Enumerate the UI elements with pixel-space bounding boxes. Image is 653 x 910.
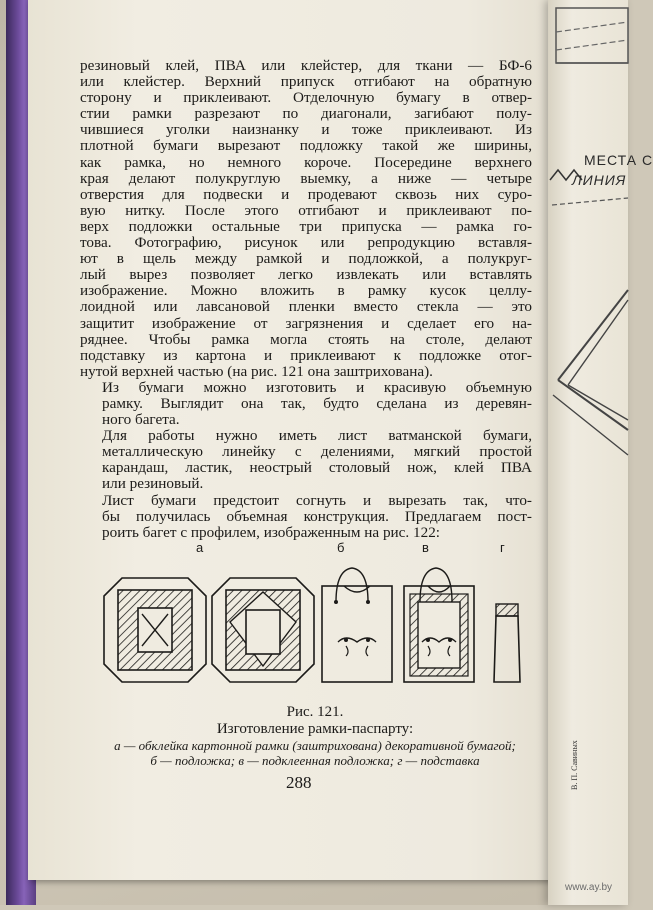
figure-121-drawing — [100, 562, 530, 722]
figure-label-b: б — [337, 540, 345, 555]
paragraph — [80, 380, 532, 428]
figure-121 — [100, 540, 530, 710]
text-line: чившиеся уголки наизнанку и тоже приклеивают. Из — [80, 121, 532, 139]
text-line: ряднее. Чтобы рамка могла стоять на столе, делают — [80, 330, 532, 348]
right-page-author: В. П. Савиных — [570, 740, 579, 790]
text-line: Из бумаги можно изготовить и красивую объемную — [102, 378, 532, 396]
text-line: ют в щель между рамкой и подложкой, а полукруг- — [80, 250, 532, 268]
text-line: лоидной или лавсановой пленки вместо стекла — это — [80, 298, 532, 316]
text-line: Лист бумаги предстоит согнуть и вырезать так, что- — [102, 491, 532, 509]
text-line: отверстия для подвески и продевают сквозь них суро- — [80, 185, 532, 203]
page-number: 288 — [286, 773, 312, 792]
text-line: как рамка, но немного короче. Посередине верхнего — [80, 153, 532, 171]
figure-label-v: в — [422, 540, 429, 555]
figure-label-a: а — [196, 540, 204, 555]
text-line: лый вырез позволяет легко извлекать или вставлять — [80, 266, 532, 284]
backing-b — [322, 568, 392, 682]
text-line: защитит изображение от загрязнения и сделает его на- — [80, 314, 532, 332]
text-line: резиновый клей, ПВА или клейстер, для ткани — БФ-6 — [80, 57, 532, 74]
text-line: вую нитку. После этого отгибают и приклеивают по- — [80, 201, 532, 219]
text-line: нутой верхней частью (на рис. 121 она заштрихована). — [80, 362, 433, 380]
glued-backing-v — [404, 568, 474, 682]
figure-label-g: г — [500, 540, 505, 555]
text-line: изображение. Можно вложить в рамку кусок целлу- — [80, 282, 532, 300]
text-line: Для работы нужно иметь лист ватманской бумаги, — [102, 427, 532, 445]
text-line: роить багет с профилем, изображенным на рис. 122: — [102, 523, 441, 541]
watermark: www.ay.by — [565, 882, 613, 893]
text-line: края делают полукруглую выемку, а ниже — четыре — [80, 169, 532, 187]
text-line: карандаш, ластик, неострый столовый нож, клей ПВА — [102, 459, 532, 477]
text-line: ного багета. — [102, 411, 180, 429]
frame-a1 — [104, 578, 206, 682]
right-page-drawing — [548, 0, 628, 905]
text-line: верх подложки остальные три припуска — рамка го- — [80, 217, 532, 235]
caption-legend-line-1: а — обклейка картонной рамки (заштрихована) декоративной бумагой; — [114, 738, 516, 753]
caption-legend-line-2: б — подложка; в — подклеенная подложка; г — подставка — [150, 753, 480, 768]
text-line: това. Фотографию, рисунок или репродукцию вставля- — [80, 234, 532, 252]
body-text — [80, 58, 532, 541]
text-line: рамку. Выглядит она так, будто сделана из деревян- — [102, 394, 532, 412]
paragraph — [80, 58, 532, 380]
stand-g — [494, 604, 520, 682]
right-page-text-line: ЛИНИЯ — [572, 172, 627, 188]
frame-a2 — [212, 578, 314, 682]
text-line: металлическую линейку с делениями, мягкий простой — [102, 443, 532, 461]
book-page-right — [548, 0, 628, 905]
text-line: сторону и приклеивают. Отделочную бумагу в отвер- — [80, 89, 532, 107]
caption-title: Рис. 121. — [286, 704, 344, 720]
text-line: плотной бумаги вырезают подложку такой же ширины, — [80, 137, 532, 155]
right-page-text-top: МЕСТА С — [584, 152, 653, 168]
figure-caption — [100, 704, 530, 768]
text-line: бы получилась объемная конструкция. Предлагаем пост- — [102, 507, 532, 525]
paragraph — [80, 428, 532, 492]
caption-subtitle: Изготовление рамки-паспарту: — [216, 721, 414, 737]
text-line: или резиновый. — [102, 475, 204, 493]
text-line: или клейстер. Верхний припуск отгибают на обратную — [80, 73, 532, 91]
text-line: стии рамки разрезают по диагонали, загибают полу- — [80, 105, 532, 123]
paragraph — [80, 493, 532, 541]
text-line: подставку из картона и приклеивают к подложке отог- — [80, 346, 532, 364]
